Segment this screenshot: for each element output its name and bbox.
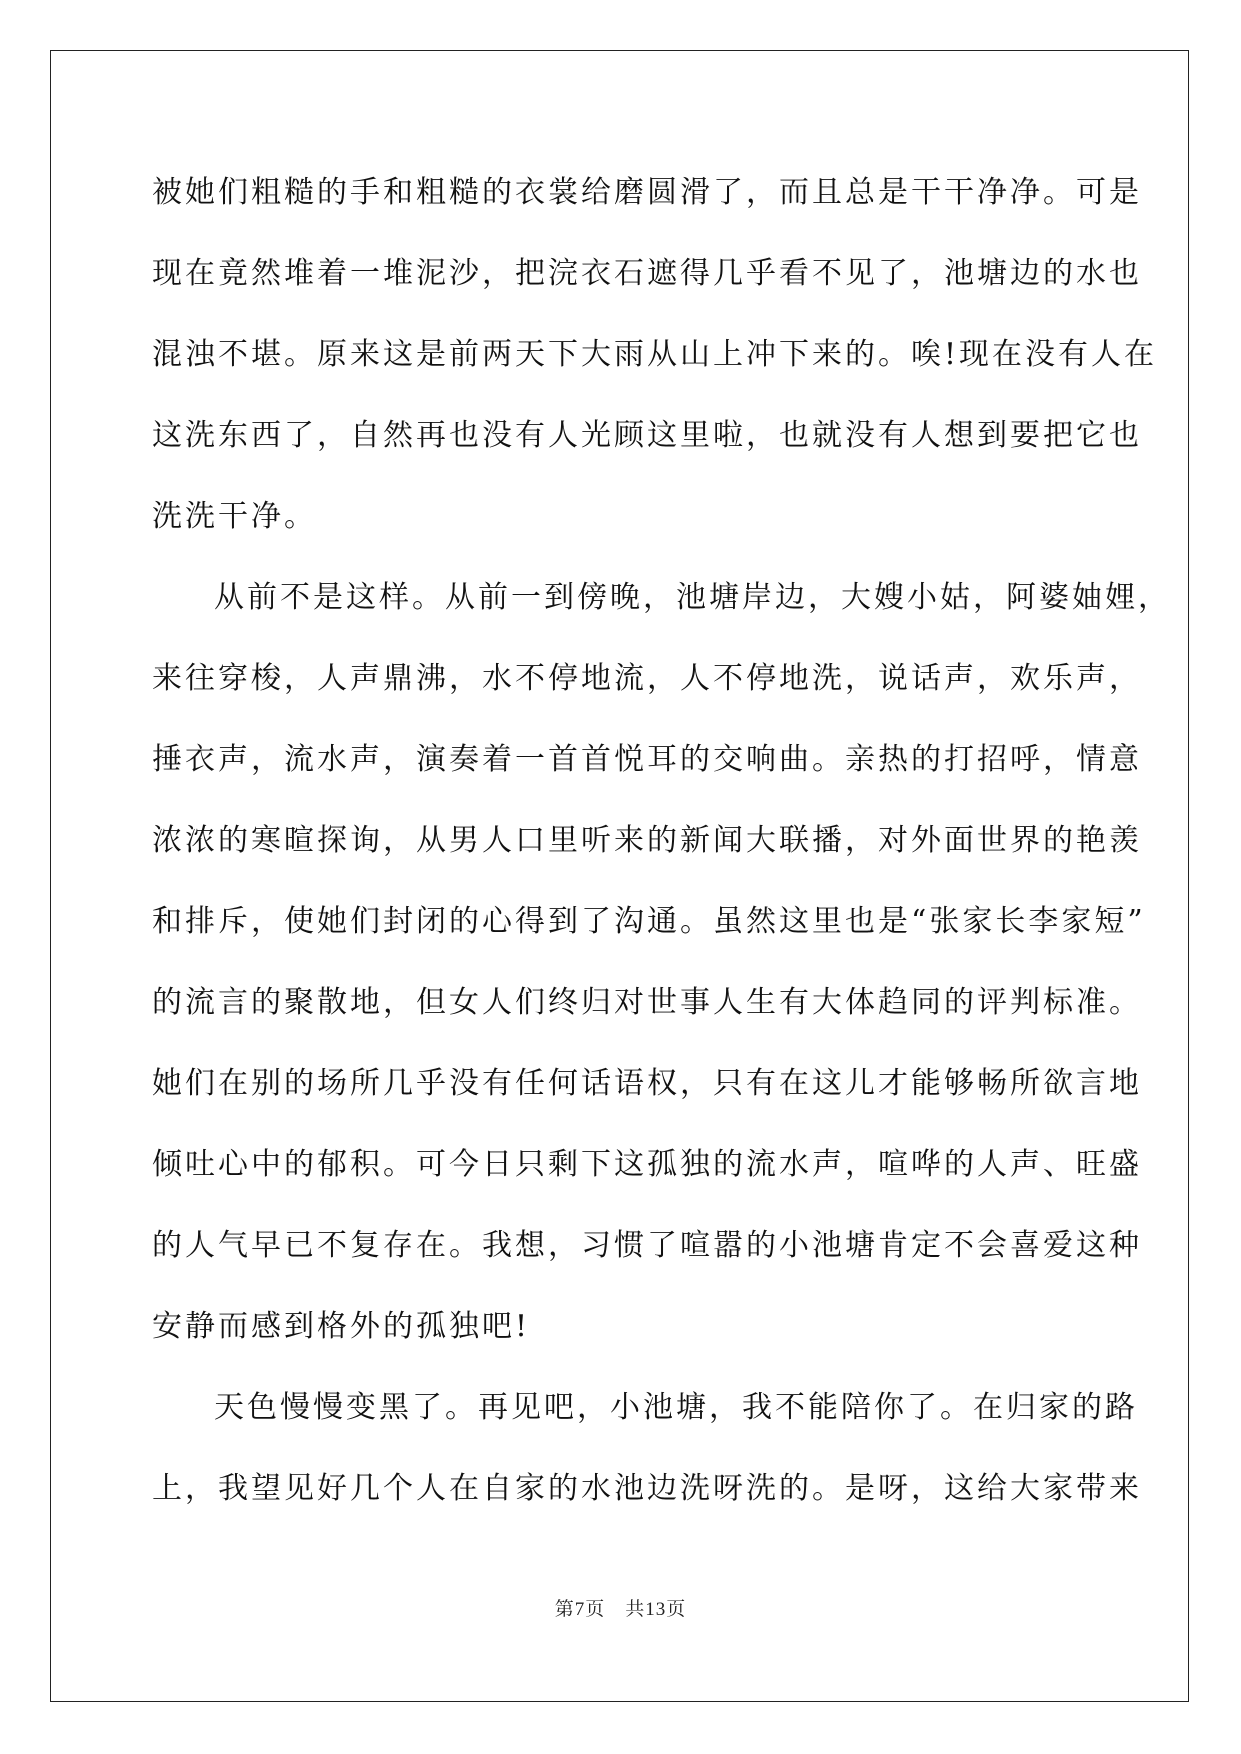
text-line-8: 捶衣声，流水声，演奏着一首首悦耳的交响曲。亲热的打招呼，情意 — [152, 742, 1142, 777]
text-line-11: 的流言的聚散地，但女人们终归对世事人生有大体趋同的评判标准。 — [152, 985, 1142, 1020]
text-line-14: 的人气早已不复存在。我想，习惯了喧嚣的小池塘肯定不会喜爱这种 — [152, 1228, 1142, 1263]
text-line-12: 她们在别的场所几乎没有任何话语权，只有在这儿才能够畅所欲言地 — [152, 1066, 1142, 1101]
text-line-17: 上，我望见好几个人在自家的水池边洗呀洗的。是呀，这给大家带来 — [152, 1471, 1142, 1506]
text-line-5: 洗洗干净。 — [152, 499, 317, 534]
text-line-3: 混浊不堪。原来这是前两天下大雨从山上冲下来的。唉!现在没有人在 — [152, 337, 1158, 372]
text-line-16: 天色慢慢变黑了。再见吧，小池塘，我不能陪你了。在归家的路 — [214, 1390, 1138, 1425]
text-line-1: 被她们粗糙的手和粗糙的衣裳给磨圆滑了，而且总是干干净净。可是 — [152, 175, 1142, 210]
text-line-6: 从前不是这样。从前一到傍晚，池塘岸边，大嫂小姑，阿婆妯娌， — [214, 580, 1171, 615]
text-line-10: 和排斥，使她们封闭的心得到了沟通。虽然这里也是“张家长李家短” — [152, 904, 1146, 939]
text-line-4: 这洗东西了，自然再也没有人光顾这里啦，也就没有人想到要把它也 — [152, 418, 1142, 453]
text-line-7: 来往穿梭，人声鼎沸，水不停地流，人不停地洗，说话声，欢乐声， — [152, 661, 1142, 696]
page-number-footer: 第7页 共13页 — [554, 1599, 687, 1620]
text-line-2: 现在竟然堆着一堆泥沙，把浣衣石遮得几乎看不见了，池塘边的水也 — [152, 256, 1142, 291]
text-line-13: 倾吐心中的郁积。可今日只剩下这孤独的流水声，喧哗的人声、旺盛 — [152, 1147, 1142, 1182]
text-line-15: 安静而感到格外的孤独吧! — [152, 1309, 531, 1344]
text-line-9: 浓浓的寒暄探询，从男人口里听来的新闻大联播，对外面世界的艳羡 — [152, 823, 1142, 858]
